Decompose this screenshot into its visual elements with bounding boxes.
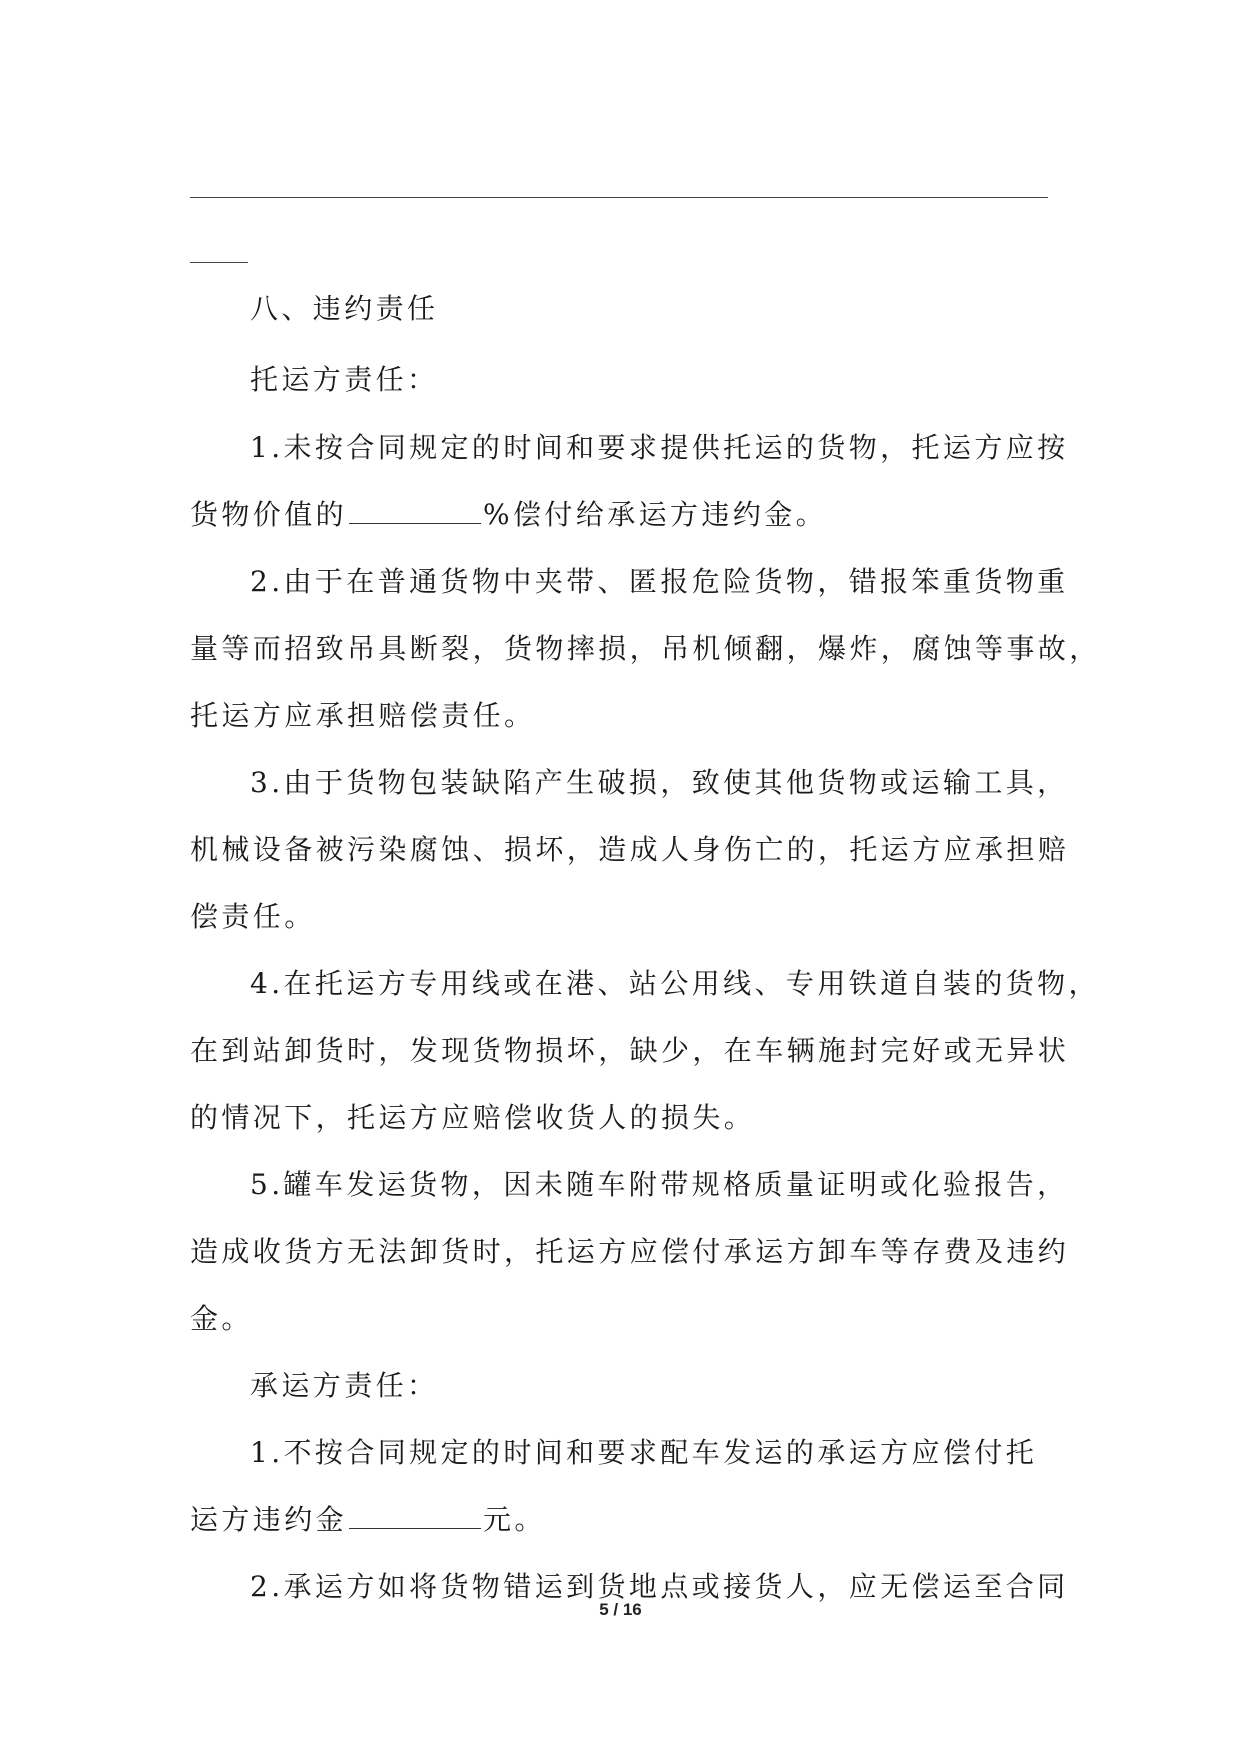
carrier-item-1-line-1: 1.不按合同规定的时间和要求配车发运的承运方应偿付托 (250, 1436, 1038, 1469)
page-number: 5 / 16 (599, 1600, 642, 1619)
carrier-item-1-line-2 (190, 1500, 546, 1540)
carrier-item-2-line-1: 2.承运方如将货物错运到货地点或接货人，应无偿运至合同 (250, 1570, 1069, 1603)
shipper-responsibility-title: 托运方责任： (250, 363, 439, 396)
shipper-item-3-line-2: 机械设备被污染腐蚀、损坏，造成人身伤亡的，托运方应承担赔 (190, 833, 1070, 866)
shipper-item-4-line-3: 的情况下，托运方应赔偿收货人的损失。 (190, 1101, 756, 1134)
percentage-blank (349, 497, 481, 524)
shipper-item-5-line-1: 5.罐车发运货物，因未随车附带规格质量证明或化验报告， (250, 1168, 1069, 1201)
blank-fill-line-end (190, 262, 248, 263)
amount-blank (349, 1502, 481, 1529)
shipper-item-5-line-2: 造成收货方无法卸货时，托运方应偿付承运方卸车等存费及违约 (190, 1235, 1070, 1268)
carrier-item-1-prefix: 运方违约金 (190, 1503, 348, 1536)
shipper-item-1-line-1: 1.未按合同规定的时间和要求提供托运的货物，托运方应按 (250, 431, 1069, 464)
shipper-item-1-prefix: 货物价值的 (190, 498, 348, 531)
shipper-item-3-line-3: 偿责任。 (190, 900, 316, 933)
shipper-item-2-line-1: 2.由于在普通货物中夹带、匿报危险货物，错报笨重货物重 (250, 565, 1069, 598)
shipper-item-1-suffix: %偿付给承运方违约金。 (483, 498, 828, 531)
shipper-item-4-line-1: 4.在托运方专用线或在港、站公用线、专用铁道自装的货物， (250, 967, 1100, 1000)
carrier-responsibility-title: 承运方责任： (250, 1369, 439, 1402)
shipper-item-2-line-3: 托运方应承担赔偿责任。 (190, 699, 536, 732)
blank-fill-line (190, 197, 1048, 198)
section-heading: 八、违约责任 (250, 292, 439, 325)
shipper-item-5-line-3: 金。 (190, 1302, 253, 1335)
shipper-item-1-line-2 (190, 495, 827, 535)
shipper-item-3-line-1: 3.由于货物包装缺陷产生破损，致使其他货物或运输工具， (250, 766, 1069, 799)
shipper-item-2-line-2: 量等而招致吊具断裂，货物摔损，吊机倾翻，爆炸，腐蚀等事故， (190, 632, 1101, 665)
carrier-item-1-suffix: 元。 (483, 1503, 546, 1536)
shipper-item-4-line-2: 在到站卸货时，发现货物损坏，缺少，在车辆施封完好或无异状 (190, 1034, 1070, 1067)
